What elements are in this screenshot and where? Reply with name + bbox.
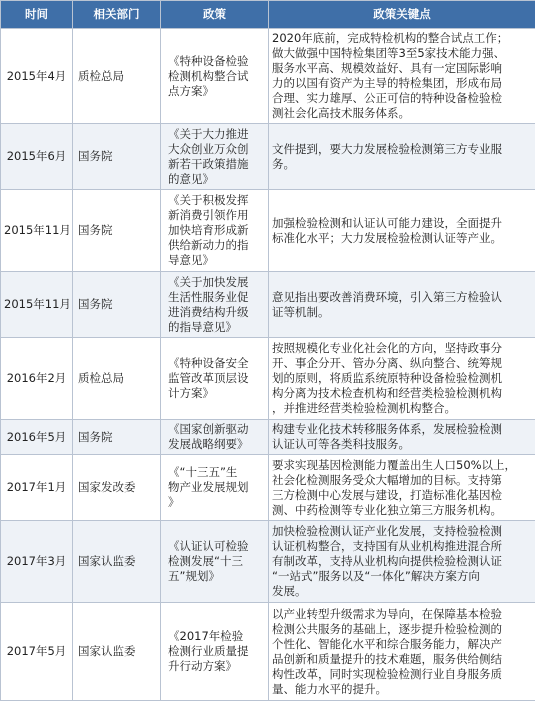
- cell-time: 2016年2月: [1, 338, 73, 420]
- key-points-text: 按照规模化专业化社会化的方向，坚持政事分 开、事企分开、管办分离、纵向整合、统筹规 划的原则，将质监系统原特种设备检验检测机 构分离为技术检查机构和经营类检验检测机构 ，并推进经营类检验检测机构整合。: [272, 341, 502, 415]
- table-row: [1, 420, 535, 455]
- header-time: 时间: [1, 1, 73, 29]
- policy-text: 《“十三五”生 物产业发展规划 》: [168, 465, 249, 509]
- cell-time: 2017年1月: [1, 455, 73, 521]
- cell-policy: [161, 455, 269, 521]
- cell-department: 国务院: [73, 420, 161, 455]
- cell-key-points: [269, 603, 535, 701]
- policy-text: 《2017年检验 检测行业质量提 升行动方案》: [168, 629, 249, 673]
- key-points-text: 加强检验检测和认证认可能力建设，全面提升 标准化水平；大力发展检验检测认证等产业。: [272, 215, 502, 245]
- cell-time: 2015年4月: [1, 29, 73, 124]
- cell-policy: [161, 338, 269, 420]
- cell-department: 质检总局: [73, 29, 161, 124]
- policy-text: 《关于积极发挥 新消费引领作用 加快培育形成新 供给新动力的指 导意见》: [168, 193, 249, 267]
- table-row: [1, 338, 535, 420]
- key-points-text: 以产业转型升级需求为导向，在保障基本检验 检测公共服务的基础上，逐步提升检验检测的 个性化、智能化水平和综合服务能力，解决产 品创新和质量提升的技术难题，服务供给侧结 构性改革，同时实现检验检测行业自身服务质 量、能力水平的提升。: [272, 606, 502, 696]
- cell-department: 国家认监委: [73, 521, 161, 603]
- cell-time: 2015年11月: [1, 190, 73, 272]
- cell-department: 国务院: [73, 190, 161, 272]
- table-row: [1, 124, 535, 190]
- cell-policy: [161, 420, 269, 455]
- table-row: [1, 521, 535, 603]
- cell-key-points: [269, 338, 535, 420]
- cell-time: 2017年5月: [1, 603, 73, 701]
- cell-policy: [161, 190, 269, 272]
- key-points-text: 文件提到，要大力发展检验检测第三方专业服 务。: [272, 141, 502, 171]
- policy-text: 《特种设备检验 检测机构整合试 点方案》: [168, 53, 249, 98]
- cell-policy: [161, 29, 269, 124]
- table-header-row: [1, 1, 535, 29]
- policy-text: 《认证认可检验 检测发展“十三 五”规划》: [168, 539, 249, 583]
- cell-key-points: [269, 190, 535, 272]
- cell-department: 国家发改委: [73, 455, 161, 521]
- cell-department: 质检总局: [73, 338, 161, 420]
- cell-key-points: [269, 455, 535, 521]
- table-row: [1, 272, 535, 338]
- cell-department: 国家认监委: [73, 603, 161, 701]
- cell-key-points: [269, 272, 535, 338]
- table-row: [1, 603, 535, 701]
- cell-policy: [161, 124, 269, 190]
- cell-time: 2015年11月: [1, 272, 73, 338]
- cell-key-points: [269, 420, 535, 455]
- policy-text: 《特种设备安全 监管改革顶层设 计方案》: [168, 356, 249, 400]
- cell-key-points: [269, 124, 535, 190]
- cell-time: 2016年5月: [1, 420, 73, 455]
- cell-department: 国务院: [73, 272, 161, 338]
- key-points-text: 要求实现基因检测能力覆盖出生人口50%以上， 社会化检测服务受众大幅增加的目标。支持第 三方检测中心发展与建设，打造标准化基因检 测、中药检测等专业化独立第三方服务机构。: [272, 457, 517, 517]
- cell-department: 国务院: [73, 124, 161, 190]
- cell-time: 2015年6月: [1, 124, 73, 190]
- policy-text: 《国家创新驱动 发展战略纲要》: [168, 422, 249, 451]
- header-key-points: 政策关键点: [269, 1, 535, 29]
- key-points-text: 构建专业化技术转移服务体系，发展检验检测 认证认可等各类科技服务。: [272, 422, 502, 451]
- key-points-text: 2020年底前，完成特检机构的整合试点工作； 做大做强中国特检集团等3至5家技术能力强、 服务水平高、规模效益好、具有一定国际影响 力的以国有资产为主导的特检集团，形成布局 合理、实力雄厚、公正可信的特种设备检验检 测社会化高技术服务体系。: [272, 31, 509, 120]
- cell-policy: [161, 272, 269, 338]
- table-row: [1, 190, 535, 272]
- table-row: [1, 455, 535, 521]
- cell-key-points: [269, 521, 535, 603]
- cell-policy: [161, 603, 269, 701]
- key-points-text: 加快检验检测认证产业化发展，支持检验检测 认证机构整合，支持国有从业机构推进混合所 有制改革，支持从业机构向提供检验检测认证 “一站式”服务以及“一体化”解决方案方向 发展。: [272, 524, 502, 598]
- cell-policy: [161, 521, 269, 603]
- header-policy: 政策: [161, 1, 269, 29]
- cell-key-points: [269, 29, 535, 124]
- cell-time: 2017年3月: [1, 521, 73, 603]
- key-points-text: 意见指出要改善消费环境，引入第三方检验认 证等机制。: [272, 289, 502, 319]
- header-department: 相关部门: [73, 1, 161, 29]
- table-row: [1, 29, 535, 124]
- policy-text: 《关于加快发展 生活性服务业促 进消费结构升级 的指导意见》: [168, 274, 249, 334]
- policy-text: 《关于大力推进 大众创业万众创 新若干政策措施 的意见》: [168, 126, 249, 186]
